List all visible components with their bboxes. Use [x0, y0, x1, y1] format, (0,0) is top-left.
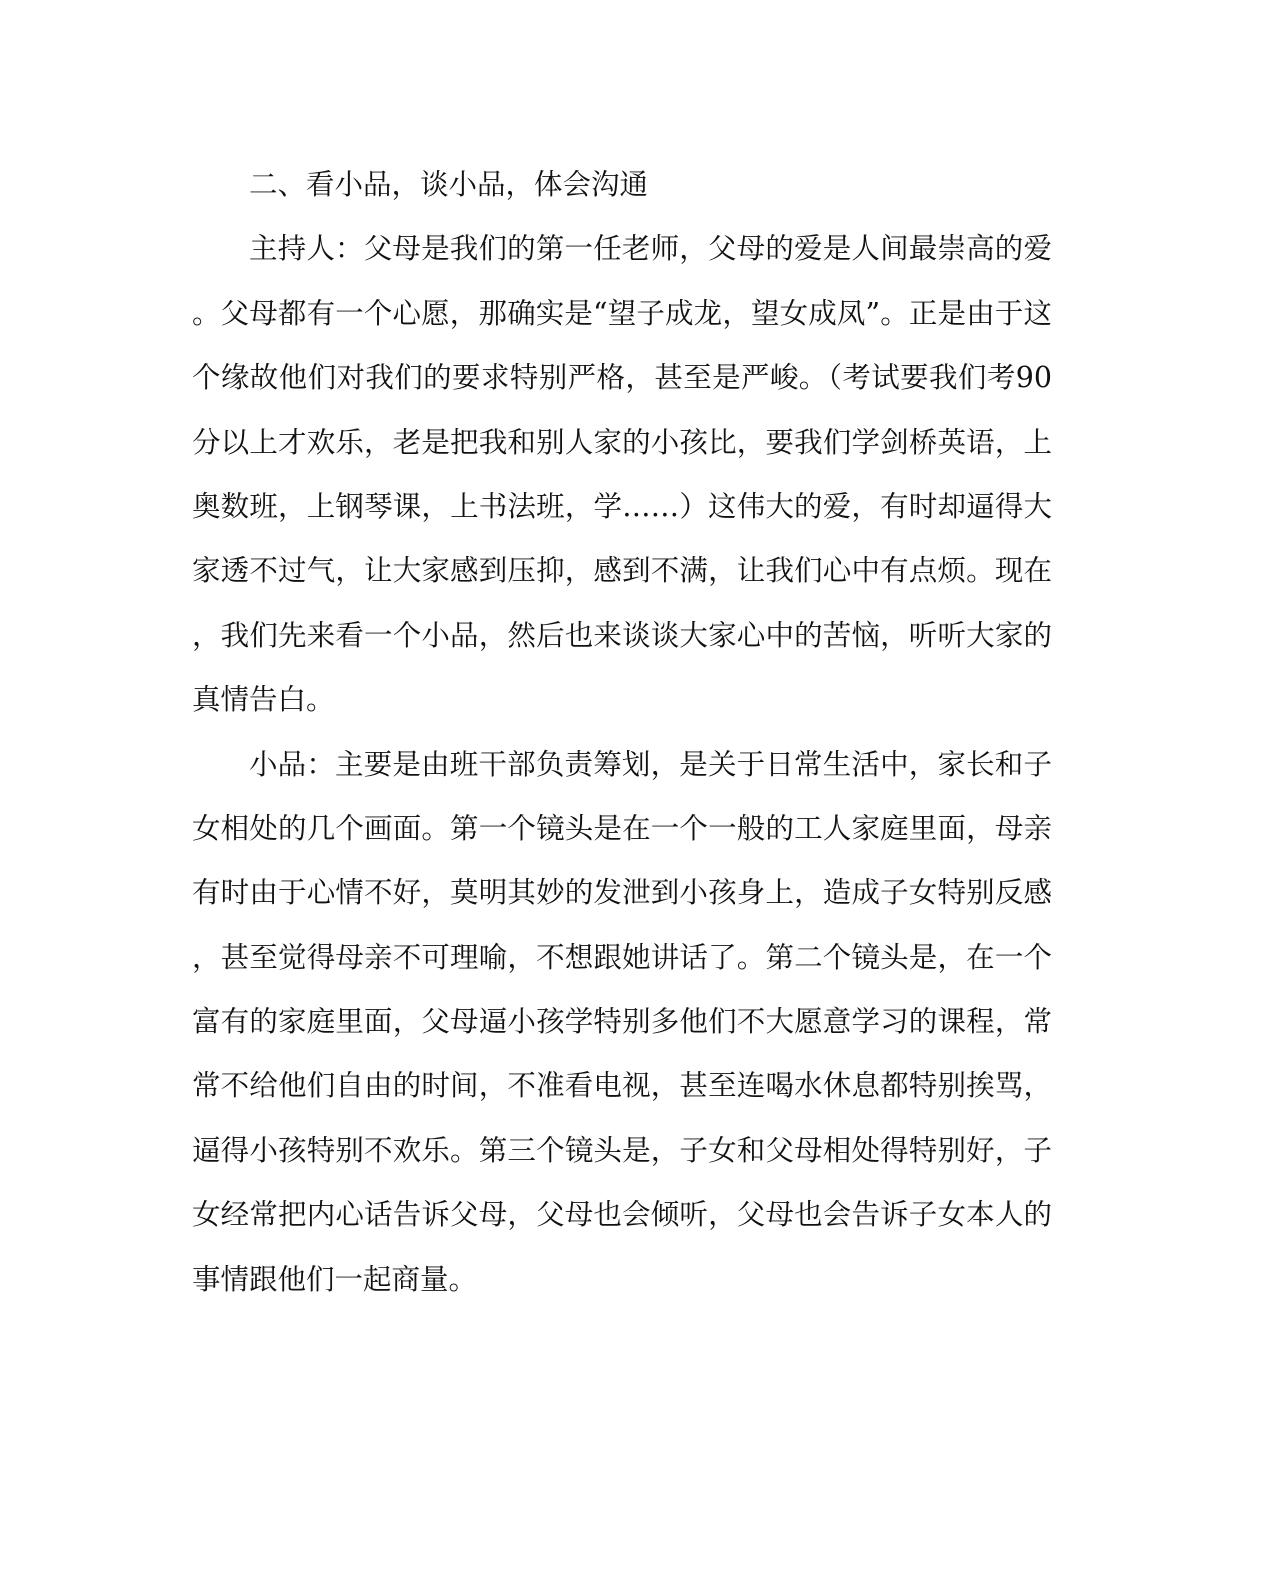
section-heading: 二、看小品，谈小品，体会沟通 — [249, 168, 649, 201]
paragraph-line: ，我们先来看一个小品，然后也来谈谈大家心中的苦恼，听听大家的 — [192, 618, 1052, 652]
paragraph-line: 奥数班，上钢琴课，上书法班，学……）这伟大的爱，有时却逼得大 — [192, 489, 1052, 523]
paragraph-host-intro — [192, 217, 1052, 732]
paragraph-line: 小品：主要是由班干部负责筹划，是关于日常生活中，家长和子 — [249, 747, 1052, 781]
paragraph-line: 家透不过气，让大家感到压抑，感到不满，让我们心中有点烦。现在 — [192, 554, 1052, 588]
paragraph-line: 有时由于心情不好，莫明其妙的发泄到小孩身上，造成子女特别反感 — [192, 876, 1052, 910]
paragraph-line: 常不给他们自由的时间，不准看电视，甚至连喝水休息都特别挨骂， — [192, 1069, 1052, 1103]
paragraph-skit — [192, 733, 1052, 1313]
paragraph-line: 。父母都有一个心愿，那确实是“望子成龙，望女成凤”。正是由于这 — [192, 296, 1052, 330]
paragraph-line: 富有的家庭里面，父母逼小孩学特别多他们不大愿意学习的课程，常 — [192, 1005, 1052, 1039]
paragraph-line: ，甚至觉得母亲不可理喻，不想跟她讲话了。第二个镜头是，在一个 — [192, 940, 1052, 974]
paragraph-line: 事情跟他们一起商量。 — [192, 1262, 478, 1296]
paragraph-line: 个缘故他们对我们的要求特别严格，甚至是严峻。（考试要我们考90 — [192, 361, 1052, 395]
paragraph-line: 女经常把内心话告诉父母，父母也会倾听，父母也会告诉子女本人的 — [192, 1198, 1052, 1232]
paragraph-line: 分以上才欢乐，老是把我和别人家的小孩比，要我们学剑桥英语，上 — [192, 425, 1052, 459]
paragraph-line: 女相处的几个画面。第一个镜头是在一个一般的工人家庭里面，母亲 — [192, 811, 1052, 845]
paragraph-line: 主持人：父母是我们的第一任老师，父母的爱是人间最崇高的爱 — [249, 232, 1052, 266]
document-body — [192, 153, 1052, 1312]
paragraph-line: 逼得小孩特别不欢乐。第三个镜头是，子女和父母相处得特别好，子 — [192, 1133, 1052, 1167]
paragraph-line: 真情告白。 — [192, 683, 335, 717]
